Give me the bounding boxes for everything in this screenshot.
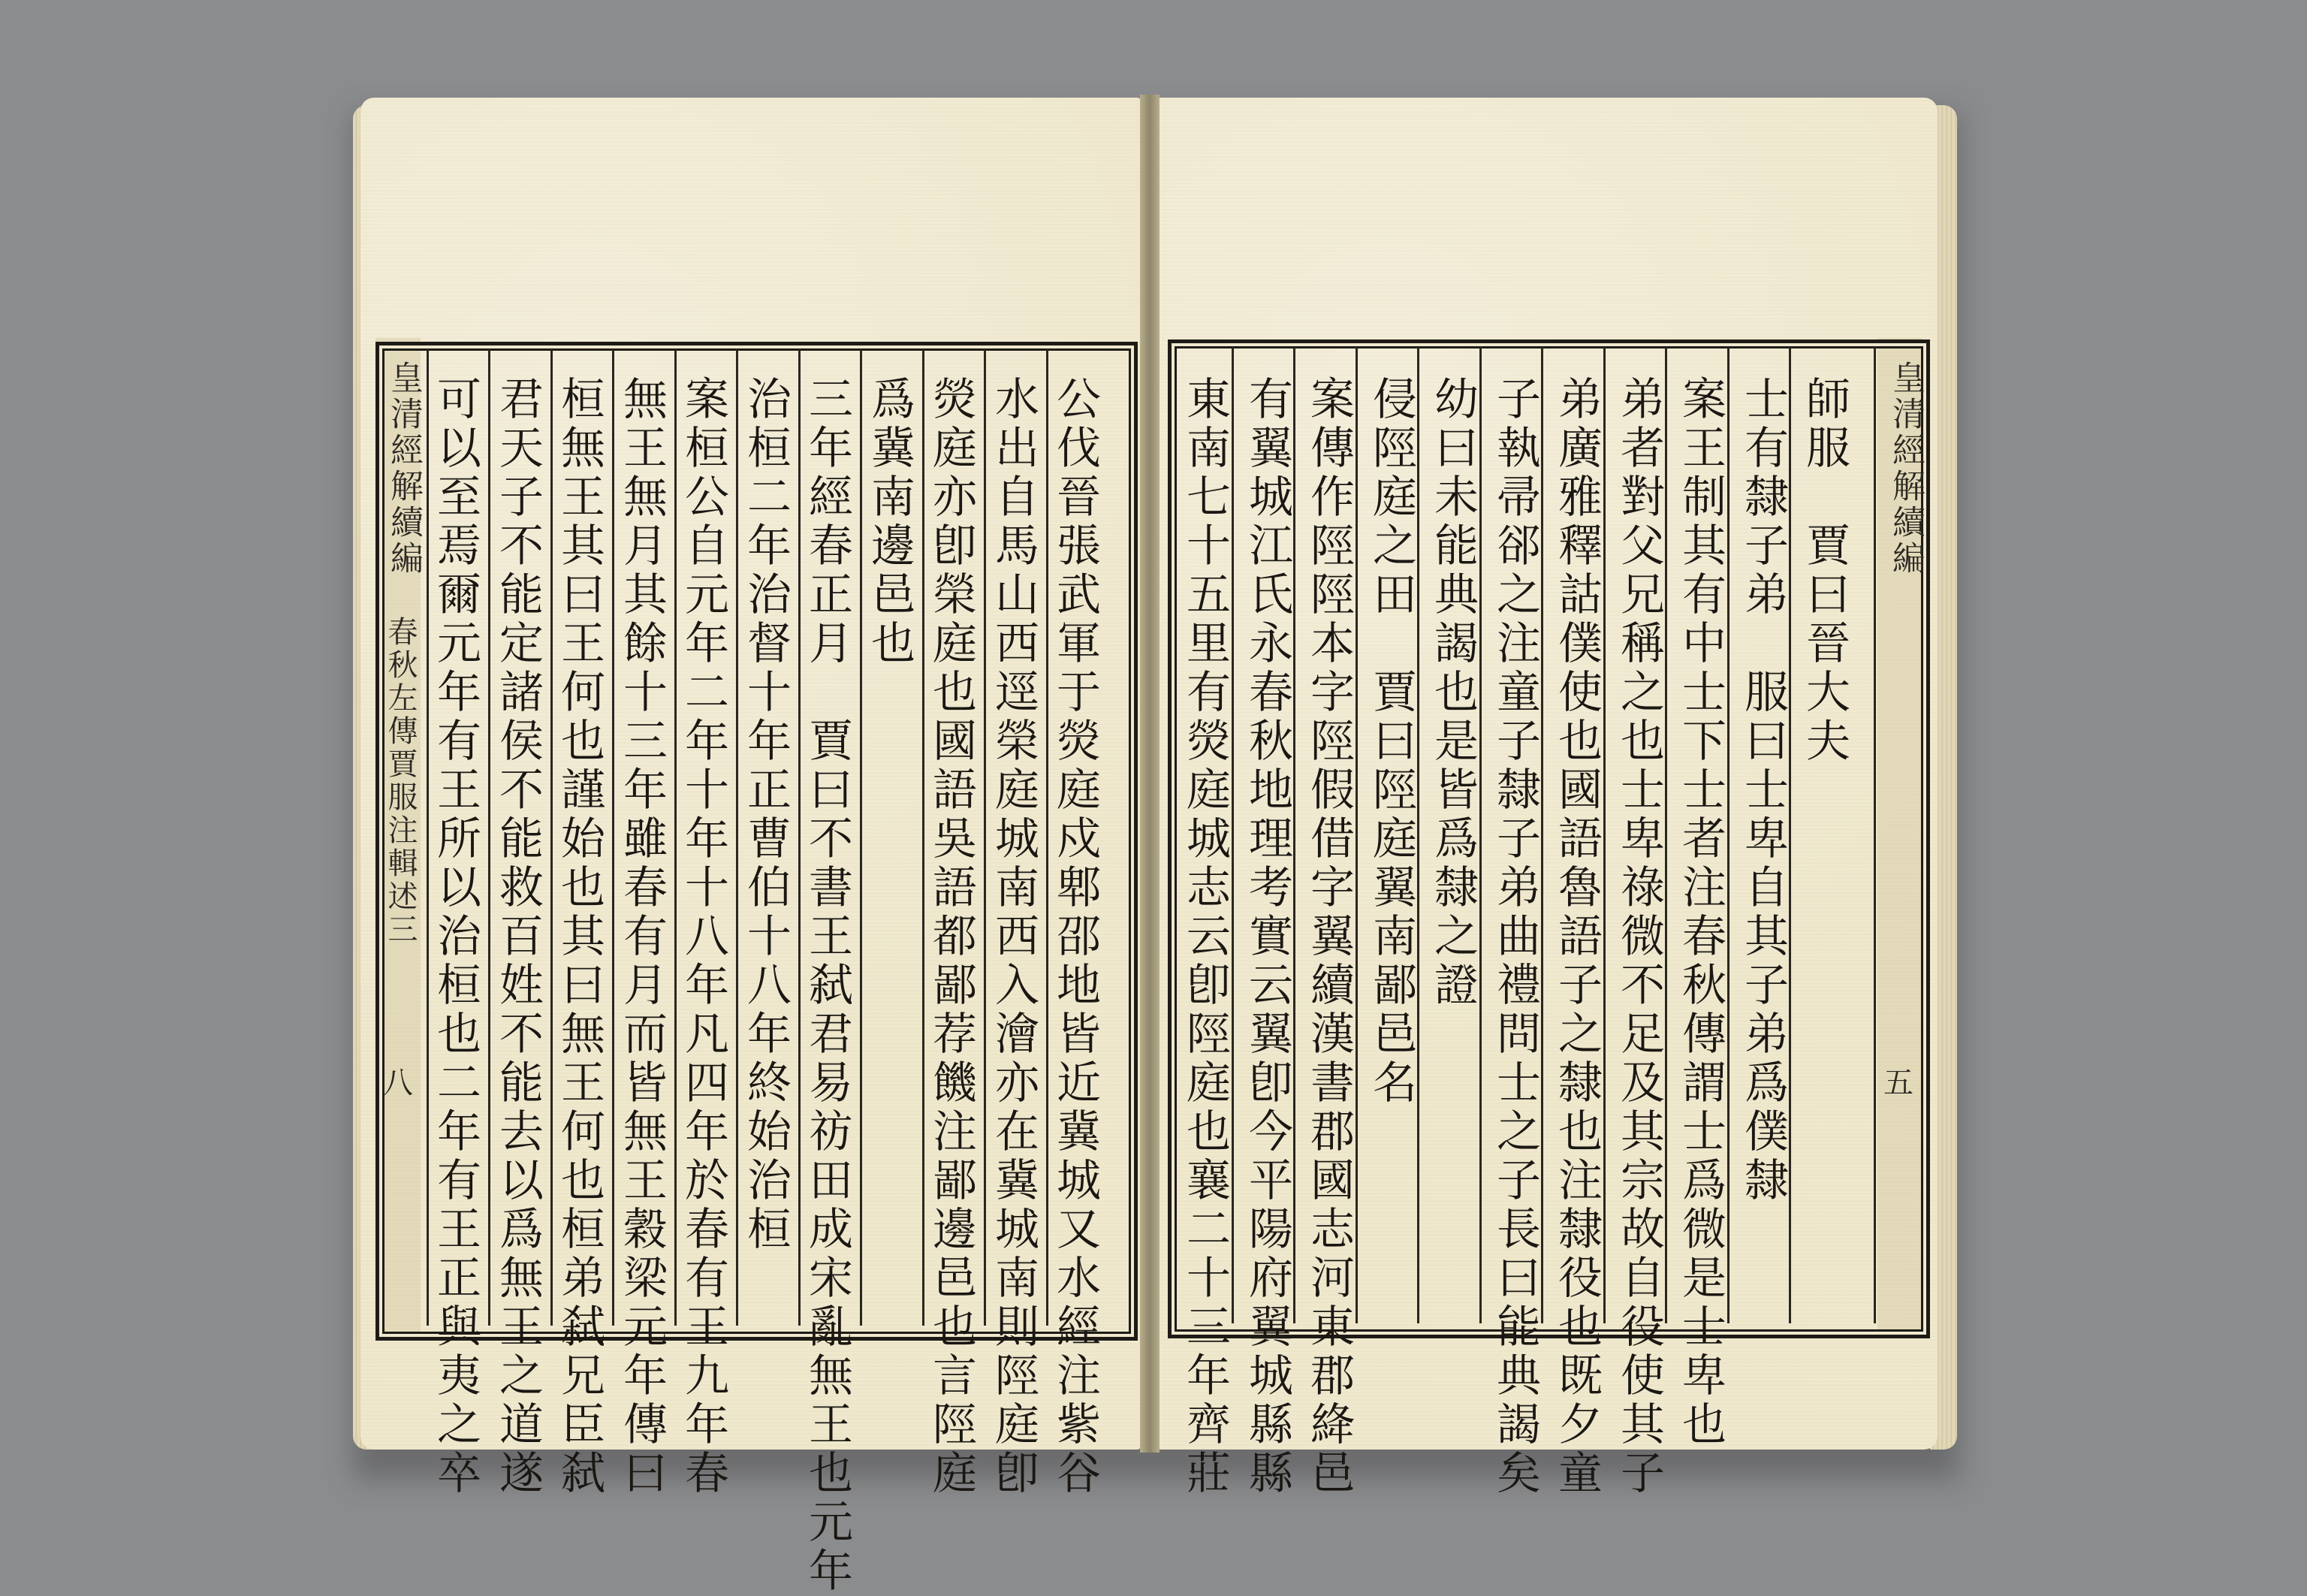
column-rule [1789, 347, 1791, 1323]
book-gutter [1140, 95, 1160, 1453]
column-rule [922, 349, 924, 1326]
text-column: 水出自馬山西逕榮庭城南西入澮亦在冀城南則陘庭卽 [988, 376, 1039, 1498]
text-column: 桓無王其曰王何也謹始也其曰無王何也桓弟弑兄臣弑 [553, 376, 605, 1498]
text-column: 東南七十五里有熒庭城志云卽陘庭也襄二十三年齊莊 [1179, 376, 1231, 1498]
text-column: 幼曰未能典謁也是皆爲隸之證 [1427, 376, 1479, 1010]
column-rule [1293, 347, 1295, 1323]
text-column: 士有隸子弟 服曰士卑自其子弟爲僕隸 [1737, 376, 1789, 1205]
column-rule [550, 349, 553, 1326]
left-margin-subtitle: 春秋左傳賈服注輯述三 [383, 616, 418, 946]
right-margin-rule [1874, 347, 1876, 1323]
text-column: 無王無月其餘十三年雖春有月而皆無王穀梁元年傳曰 [616, 376, 668, 1498]
column-rule [488, 349, 490, 1326]
column-rule [612, 349, 614, 1326]
text-column: 子執帚郤之注童子隸子弟曲禮問士之子長曰能典謁矣 [1489, 376, 1541, 1498]
text-column: 師服 賈曰晉大夫 [1799, 376, 1850, 766]
text-column: 案傳作陘陘本字陘假借字翼續漢書郡國志河東郡絳邑 [1303, 376, 1355, 1498]
text-column: 案王制其有中士下士者注春秋傳謂士爲微是士卑也 [1675, 376, 1726, 1450]
text-column: 弟者對父兄稱之也士卑祿微不足及其宗故自役使其子 [1613, 376, 1665, 1498]
left-folio: 八 [383, 1066, 413, 1100]
text-column: 君天子不能定諸侯不能救百姓不能去以爲無王之道遂 [492, 376, 544, 1498]
text-column: 治桓二年治督十年正曹伯十八年終始治桓 [740, 376, 792, 1254]
column-rule [1603, 347, 1606, 1323]
column-rule [736, 349, 738, 1326]
column-rule [860, 349, 862, 1326]
column-rule [674, 349, 677, 1326]
text-column: 弟廣雅釋詁僕使也國語魯語子之隸也注隸役也既夕童 [1551, 376, 1603, 1498]
column-rule [798, 349, 801, 1326]
text-column: 侵陘庭之田 賈曰陘庭翼南鄙邑名 [1365, 376, 1417, 1108]
left-margin-title: 皇清經解續編 [384, 361, 423, 577]
column-rule [1417, 347, 1419, 1323]
column-rule [1541, 347, 1543, 1323]
column-rule [1665, 347, 1667, 1323]
column-rule [984, 349, 986, 1326]
text-column: 有翼城江氏永春秋地理考實云翼卽今平陽府翼城縣縣 [1241, 376, 1293, 1498]
text-column: 可以至焉爾元年有王所以治桓也二年有王正與夷之卒 [430, 376, 481, 1498]
column-rule [1232, 347, 1234, 1323]
text-column: 案桓公自元年二年十年十八年凡四年於春有王九年春 [677, 376, 729, 1498]
column-rule [1727, 347, 1729, 1323]
column-rule [1046, 349, 1048, 1326]
right-margin-title: 皇清經解續編 [1886, 361, 1925, 577]
text-column: 公伐晉張武軍于熒庭戍郫邵地皆近冀城又水經注紫谷 [1049, 376, 1101, 1498]
column-rule [1356, 347, 1358, 1323]
column-rule [1479, 347, 1482, 1323]
text-column: 熒庭亦卽榮庭也國語吳語都鄙荐饑注鄙邊邑也言陘庭 [925, 376, 977, 1498]
text-column: 爲冀南邊邑也 [864, 376, 915, 668]
text-column: 三年經春正月 賈曰不書王弑君易祊田成宋亂無王也元年 [801, 376, 853, 1596]
right-folio: 五 [1883, 1066, 1913, 1100]
